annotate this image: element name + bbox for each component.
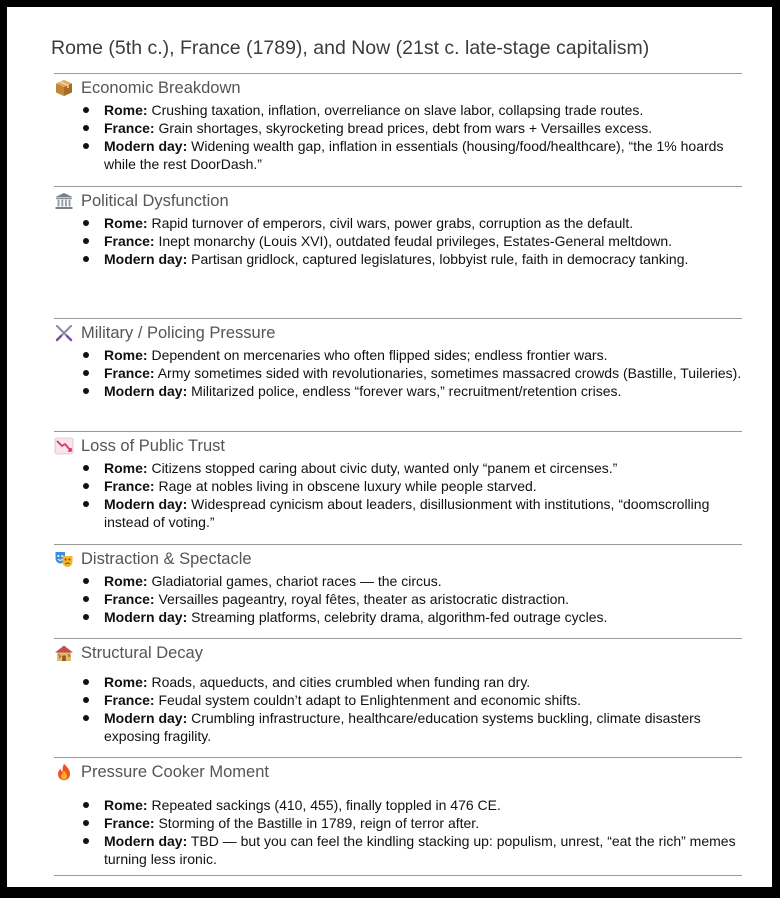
item-text: Storming of the Bastille in 1789, reign of terror after. <box>154 815 480 831</box>
list-item <box>82 119 742 137</box>
list-item <box>82 250 742 268</box>
section-heading-label: Economic Breakdown <box>81 78 241 97</box>
performing-arts-icon <box>54 550 74 568</box>
package-icon <box>54 79 74 97</box>
list-item <box>82 495 742 531</box>
divider <box>54 638 742 639</box>
list-item <box>82 232 742 250</box>
item-text: Gladiatorial games, chariot races — the circus. <box>147 573 442 589</box>
bullet-list <box>82 796 742 868</box>
item-label: Rome: <box>104 460 148 476</box>
section-distraction-spectacle <box>54 544 742 637</box>
item-text: Crumbling infrastructure, healthcare/education systems buckling, climate disasters exposing fragility. <box>104 710 701 744</box>
divider <box>54 431 742 432</box>
list-item <box>82 101 742 119</box>
item-text: Militarized police, endless “forever wars,” recruitment/retention crises. <box>187 383 622 399</box>
item-text: Army sometimes sided with revolutionaries, sometimes massacred crowds (Bastille, Tuileries). <box>154 365 742 381</box>
item-label: Rome: <box>104 347 148 363</box>
list-item <box>82 459 742 477</box>
item-text: Rage at nobles living in obscene luxury while people starved. <box>154 478 537 494</box>
item-text: TBD — but you can feel the kindling stacking up: populism, unrest, “eat the rich” memes turning less ironic. <box>104 833 736 867</box>
bullet-list <box>82 214 742 268</box>
item-label: Modern day: <box>104 609 188 625</box>
divider <box>54 186 742 187</box>
section-pressure-cooker <box>54 757 742 877</box>
list-item <box>82 477 742 495</box>
list-item <box>82 590 742 608</box>
divider <box>54 757 742 758</box>
item-text: Partisan gridlock, captured legislatures, lobbyist rule, faith in democracy tanking. <box>187 251 689 267</box>
item-label: Modern day: <box>104 710 188 726</box>
item-label: Modern day: <box>104 138 188 154</box>
bullet-list <box>82 101 742 173</box>
item-text: Versailles pageantry, royal fêtes, theater as aristocratic distraction. <box>154 591 570 607</box>
list-item <box>82 382 742 400</box>
section-heading-label: Pressure Cooker Moment <box>81 762 269 781</box>
section-heading-label: Loss of Public Trust <box>81 436 225 455</box>
item-label: France: <box>104 120 155 136</box>
item-text: Roads, aqueducts, and cities crumbled when funding ran dry. <box>147 674 531 690</box>
chart-decreasing-icon <box>54 437 74 455</box>
section-heading <box>54 323 275 343</box>
section-heading-label: Political Dysfunction <box>81 191 229 210</box>
list-item <box>82 709 742 745</box>
divider <box>54 544 742 545</box>
section-military-policing <box>54 318 742 430</box>
item-label: France: <box>104 478 155 494</box>
item-label: France: <box>104 591 155 607</box>
item-text: Rapid turnover of emperors, civil wars, power grabs, corruption as the default. <box>147 215 634 231</box>
item-label: Rome: <box>104 573 148 589</box>
section-heading-label: Military / Policing Pressure <box>81 323 276 342</box>
list-item <box>82 364 742 382</box>
item-label: Rome: <box>104 102 148 118</box>
list-item <box>82 608 742 626</box>
section-public-trust <box>54 431 742 543</box>
item-label: Rome: <box>104 674 148 690</box>
derelict-house-icon <box>54 644 74 662</box>
item-label: France: <box>104 233 155 249</box>
section-heading-label: Structural Decay <box>81 643 203 662</box>
section-heading <box>54 191 229 211</box>
item-label: Modern day: <box>104 251 188 267</box>
bullet-list <box>82 346 742 400</box>
item-text: Repeated sackings (410, 455), finally toppled in 476 CE. <box>147 797 501 813</box>
item-label: Modern day: <box>104 833 188 849</box>
item-text: Streaming platforms, celebrity drama, algorithm-fed outrage cycles. <box>187 609 608 625</box>
item-label: Rome: <box>104 215 148 231</box>
section-structural-decay <box>54 638 742 756</box>
section-heading-label: Distraction & Spectacle <box>81 549 252 568</box>
list-item <box>82 346 742 364</box>
section-political-dysfunction <box>54 186 742 317</box>
list-item <box>82 572 742 590</box>
item-text: Feudal system couldn’t adapt to Enlightenment and economic shifts. <box>154 692 582 708</box>
item-label: France: <box>104 692 155 708</box>
divider <box>54 875 742 876</box>
item-text: Grain shortages, skyrocketing bread prices, debt from wars + Versailles excess. <box>154 120 653 136</box>
item-label: Rome: <box>104 797 148 813</box>
section-heading <box>54 762 269 782</box>
list-item <box>82 137 742 173</box>
section-heading <box>54 549 252 569</box>
section-economic-breakdown <box>54 73 742 185</box>
crossed-swords-icon <box>54 324 74 342</box>
divider <box>54 318 742 319</box>
item-text: Dependent on mercenaries who often flipped sides; endless frontier wars. <box>147 347 608 363</box>
list-item <box>82 814 742 832</box>
item-label: France: <box>104 365 155 381</box>
classical-building-icon <box>54 192 74 210</box>
bullet-list <box>82 459 742 531</box>
item-label: France: <box>104 815 155 831</box>
list-item <box>82 832 742 868</box>
document-page <box>7 7 772 887</box>
fire-icon <box>54 763 74 781</box>
item-text: Widespread cynicism about leaders, disillusionment with institutions, “doomscrolling instead of voting.” <box>104 496 710 530</box>
divider <box>54 73 742 74</box>
section-heading <box>54 643 203 663</box>
list-item <box>82 673 742 691</box>
page-title: Rome (5th c.), France (1789), and Now (21st c. late-stage capitalism) <box>51 37 650 59</box>
list-item <box>82 691 742 709</box>
bullet-list <box>82 572 742 626</box>
bullet-list <box>82 673 742 745</box>
item-text: Inept monarchy (Louis XVI), outdated feudal privileges, Estates-General meltdown. <box>154 233 673 249</box>
list-item <box>82 796 742 814</box>
item-label: Modern day: <box>104 383 188 399</box>
list-item <box>82 214 742 232</box>
item-label: Modern day: <box>104 496 188 512</box>
item-text: Widening wealth gap, inflation in essentials (housing/food/healthcare), “the 1% hoards while the rest DoorDash.” <box>104 138 724 172</box>
section-heading <box>54 436 225 456</box>
item-text: Citizens stopped caring about civic duty, wanted only “panem et circenses.” <box>147 460 618 476</box>
section-heading <box>54 78 241 98</box>
item-text: Crushing taxation, inflation, overreliance on slave labor, collapsing trade routes. <box>147 102 644 118</box>
